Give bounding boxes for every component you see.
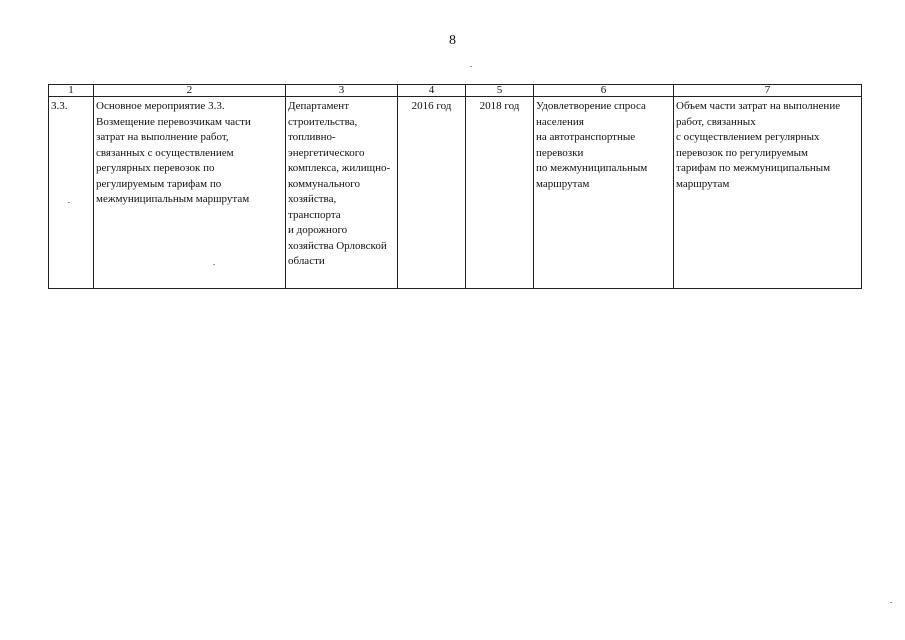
start-year-cell: 2016 год — [398, 97, 466, 289]
scan-speck — [470, 66, 472, 67]
header-col-7: 7 — [674, 85, 862, 97]
scan-speck — [213, 264, 215, 265]
header-col-6: 6 — [534, 85, 674, 97]
indicator-cell: Объем части затрат на выполнение работ, связанных с осуществлением регулярных перевозок по регулируемым тарифам по межмуниципальным маршрутам — [674, 97, 862, 289]
header-col-2: 2 — [94, 85, 286, 97]
header-col-3: 3 — [286, 85, 398, 97]
program-table — [48, 84, 862, 289]
header-col-4: 4 — [398, 85, 466, 97]
table-header-row — [49, 85, 862, 97]
scan-speck — [890, 602, 892, 603]
end-year-cell: 2018 год — [466, 97, 534, 289]
result-cell: Удовлетворение спроса населения на автотранспортные перевозки по межмуниципальным маршрутам — [534, 97, 674, 289]
executor-cell: Департамент строительства, топливно- энергетического комплекса, жилищно- коммунального хозяйства, транспорта и дорожного хозяйства Орловской области — [286, 97, 398, 289]
event-cell: Основное мероприятие 3.3. Возмещение перевозчикам части затрат на выполнение работ, связанных с осуществлением регулярных перевозок по регулируемым тарифам по межмуниципальным маршрутам — [94, 97, 286, 289]
page-number: 8 — [449, 33, 456, 48]
row-number-cell: 3.3. — [49, 97, 94, 289]
header-col-5: 5 — [466, 85, 534, 97]
scan-speck — [68, 202, 70, 203]
header-col-1: 1 — [49, 85, 94, 97]
table-row — [49, 97, 862, 289]
